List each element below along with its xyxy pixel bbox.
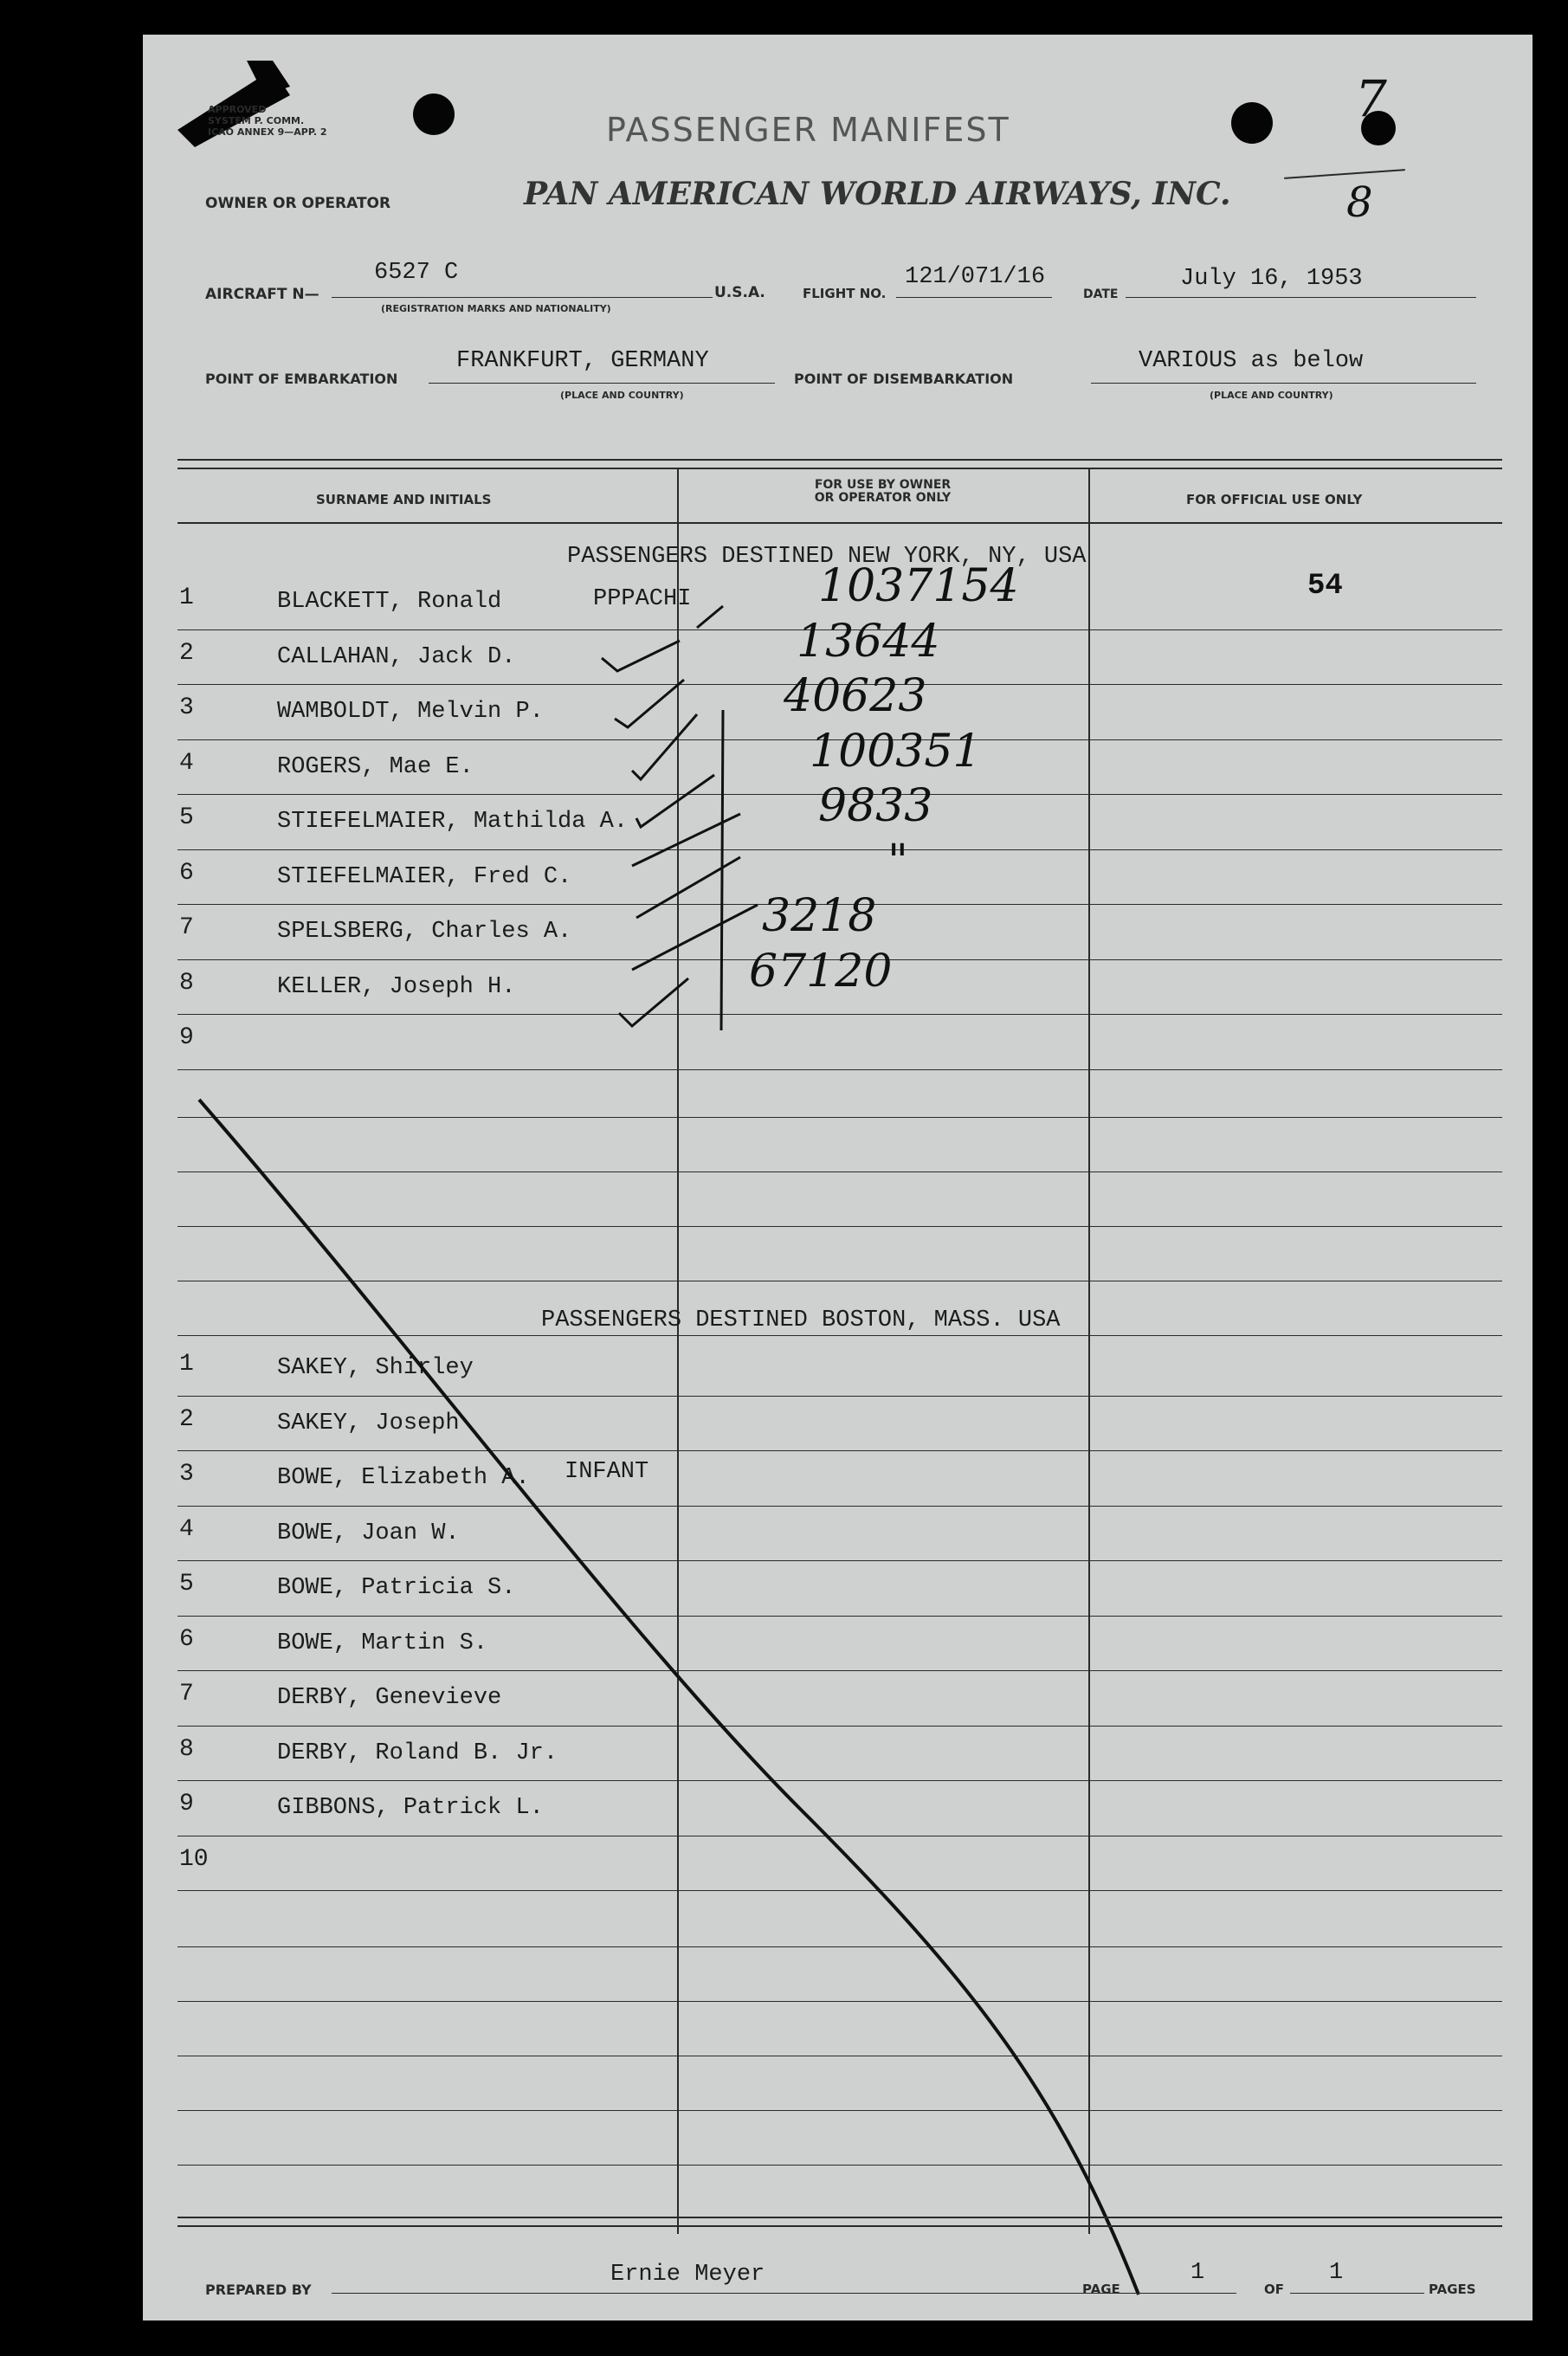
row-number: 1 bbox=[179, 1351, 194, 1378]
row-number: 2 bbox=[179, 1405, 194, 1433]
disembark-value: VARIOUS as below bbox=[1139, 348, 1364, 374]
row-number: 8 bbox=[179, 1735, 194, 1763]
handwritten-code: 1037154 bbox=[818, 560, 1019, 612]
registration-caption: (REGISTRATION MARKS AND NATIONALITY) bbox=[381, 303, 611, 314]
prepared-label: PREPARED BY bbox=[205, 2282, 312, 2298]
page-value: 1 bbox=[1191, 2260, 1205, 2286]
passenger-name: BLACKETT, Ronald bbox=[277, 589, 502, 615]
of-label: OF bbox=[1264, 2282, 1284, 2297]
passenger-name: ROGERS, Mae E. bbox=[277, 753, 474, 780]
flight-value: 121/071/16 bbox=[905, 264, 1046, 290]
section-heading-new-york: PASSENGERS DESTINED NEW YORK, NY, USA bbox=[567, 544, 1087, 570]
handwritten-code: 67120 bbox=[749, 945, 893, 997]
passenger-name: DERBY, Genevieve bbox=[277, 1685, 502, 1711]
passenger-note: PPPACHI bbox=[593, 586, 692, 612]
passenger-name: STIEFELMAIER, Mathilda A. bbox=[277, 809, 629, 835]
passenger-name: CALLAHAN, Jack D. bbox=[277, 643, 516, 670]
country-label: U.S.A. bbox=[714, 284, 765, 301]
passenger-name: SAKEY, Shirley bbox=[277, 1355, 474, 1381]
handwritten-code: 3218 bbox=[762, 890, 877, 942]
passenger-name: KELLER, Joseph H. bbox=[277, 973, 516, 1000]
aircraft-label: AIRCRAFT N— bbox=[205, 286, 319, 303]
row-number: 7 bbox=[179, 914, 194, 941]
embark-caption: (PLACE AND COUNTRY) bbox=[560, 390, 684, 401]
passenger-name: BOWE, Joan W. bbox=[277, 1520, 460, 1546]
date-label: DATE bbox=[1083, 287, 1119, 301]
passenger-note: INFANT bbox=[565, 1459, 649, 1485]
row-number: 2 bbox=[179, 639, 194, 667]
operator-name: PAN AMERICAN WORLD AIRWAYS, INC. bbox=[524, 176, 1231, 212]
row-number: 3 bbox=[179, 694, 194, 721]
row-number: 3 bbox=[179, 1461, 194, 1488]
surname-column-header: SURNAME AND INITIALS bbox=[316, 492, 492, 507]
handwritten-code: 9833 bbox=[818, 780, 933, 832]
row-number: 7 bbox=[179, 1681, 194, 1707]
approval-line-2: SYSTEM P. COMM. bbox=[208, 115, 305, 126]
passenger-name: DERBY, Roland B. Jr. bbox=[277, 1740, 558, 1766]
row-number: 8 bbox=[179, 969, 194, 997]
row-number: 10 bbox=[179, 1845, 209, 1873]
pages-label: PAGES bbox=[1429, 2282, 1476, 2297]
row-number: 6 bbox=[179, 859, 194, 887]
manifest-page bbox=[143, 35, 1533, 2320]
row-number: 9 bbox=[179, 1791, 194, 1817]
of-underline bbox=[1290, 2293, 1424, 2294]
section-heading-boston: PASSENGERS DESTINED BOSTON, MASS. USA bbox=[541, 1307, 1061, 1333]
row-number: 4 bbox=[179, 1515, 194, 1543]
handwritten-code: 100351 bbox=[810, 725, 982, 778]
owner-label: OWNER OR OPERATOR bbox=[205, 195, 391, 212]
handwritten-code: " bbox=[887, 835, 908, 888]
date-value: July 16, 1953 bbox=[1180, 266, 1363, 292]
flight-label: FLIGHT NO. bbox=[803, 286, 887, 301]
embark-label: POINT OF EMBARKATION bbox=[205, 371, 398, 387]
passenger-name: GIBBONS, Patrick L. bbox=[277, 1795, 544, 1821]
passenger-name: SAKEY, Joseph bbox=[277, 1410, 460, 1436]
passenger-name: BOWE, Martin S. bbox=[277, 1630, 488, 1656]
row-number: 1 bbox=[179, 584, 194, 611]
embark-value: FRANKFURT, GERMANY bbox=[456, 348, 709, 374]
approval-line-1: APPROVED bbox=[208, 104, 267, 115]
row-number: 5 bbox=[179, 804, 194, 831]
footer-rule-2 bbox=[177, 2225, 1502, 2227]
row-number: 9 bbox=[179, 1024, 194, 1051]
owner-use-column-header: FOR USE BY OWNER OR OPERATOR ONLY bbox=[814, 478, 952, 505]
row-number: 4 bbox=[179, 749, 194, 777]
passenger-name: BOWE, Elizabeth A. bbox=[277, 1465, 530, 1491]
disembark-label: POINT OF DISEMBARKATION bbox=[794, 371, 1014, 387]
passenger-name: STIEFELMAIER, Fred C. bbox=[277, 863, 572, 890]
official-note-54: 54 bbox=[1307, 570, 1343, 603]
passenger-name: SPELSBERG, Charles A. bbox=[277, 919, 572, 945]
row-number: 5 bbox=[179, 1571, 194, 1598]
passenger-name: BOWE, Patricia S. bbox=[277, 1575, 516, 1601]
prepared-value: Ernie Meyer bbox=[610, 2262, 765, 2288]
diagonal-strike-line bbox=[143, 35, 1533, 2320]
disembark-caption: (PLACE AND COUNTRY) bbox=[1210, 390, 1333, 401]
handwritten-code: 13644 bbox=[797, 615, 940, 668]
official-use-column-header: FOR OFFICIAL USE ONLY bbox=[1186, 492, 1363, 507]
of-value: 1 bbox=[1329, 2260, 1344, 2286]
handwritten-code: 40623 bbox=[784, 670, 927, 722]
aircraft-value: 6527 C bbox=[374, 260, 459, 286]
row-number: 6 bbox=[179, 1625, 194, 1653]
form-title: PASSENGER MANIFEST bbox=[606, 111, 1010, 149]
footer-rule-1 bbox=[177, 2217, 1502, 2218]
page-label: PAGE bbox=[1082, 2282, 1120, 2297]
page-mark-bottom: 8 bbox=[1346, 178, 1373, 227]
page-mark-top: 7 bbox=[1355, 69, 1387, 128]
approval-line-3: ICAO ANNEX 9—APP. 2 bbox=[208, 126, 327, 138]
passenger-name: WAMBOLDT, Melvin P. bbox=[277, 699, 544, 725]
